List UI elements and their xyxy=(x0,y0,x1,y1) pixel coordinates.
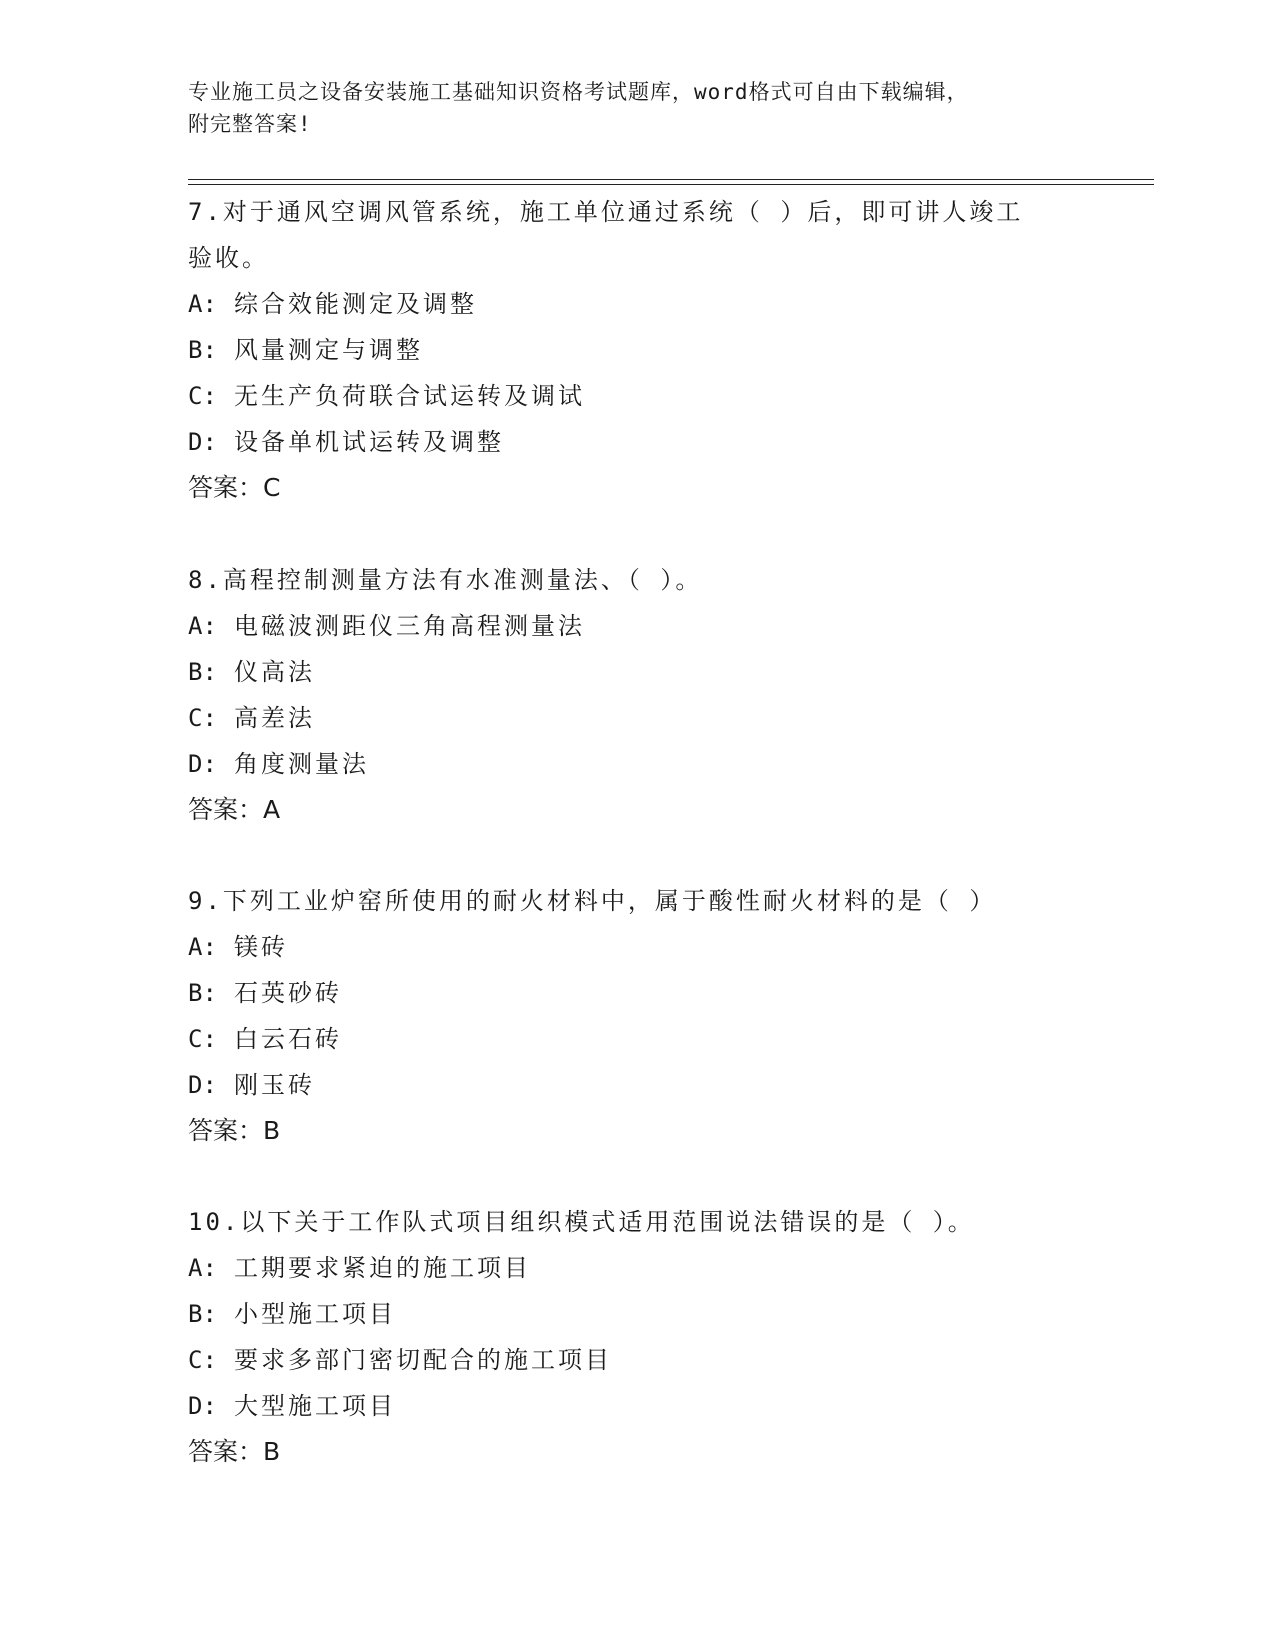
option-d xyxy=(188,741,1088,787)
header-divider-bottom xyxy=(188,184,1154,185)
header-divider-top xyxy=(188,179,1154,180)
header-line-1: 专业施工员之设备安装施工基础知识资格考试题库，word格式可自由下载编辑， xyxy=(188,80,969,104)
option-b xyxy=(188,970,1088,1016)
answer: 答案：B xyxy=(188,1437,281,1466)
option-letter: A: xyxy=(188,933,217,961)
option-d xyxy=(188,1062,1088,1108)
answer: 答案：B xyxy=(188,1116,281,1145)
header-line-2: 附完整答案! xyxy=(188,112,312,136)
option-text: 刚玉砖 xyxy=(234,1071,315,1099)
option-text: 石英砂砖 xyxy=(234,979,342,1007)
option-a xyxy=(188,281,1088,327)
option-text: 工期要求紧迫的施工项目 xyxy=(234,1254,531,1282)
option-letter: C: xyxy=(188,382,217,410)
option-text: 无生产负荷联合试运转及调试 xyxy=(234,382,585,410)
option-text: 综合效能测定及调整 xyxy=(234,290,477,318)
option-letter: A: xyxy=(188,290,217,318)
option-text: 白云石砖 xyxy=(234,1025,342,1053)
question-10 xyxy=(188,1199,1088,1475)
option-letter: D: xyxy=(188,1392,217,1420)
option-b xyxy=(188,1291,1088,1337)
answer: 答案：A xyxy=(188,795,281,824)
option-a xyxy=(188,1245,1088,1291)
option-text: 镁砖 xyxy=(234,933,288,961)
option-d xyxy=(188,1383,1088,1429)
answer: 答案：C xyxy=(188,473,281,502)
option-c xyxy=(188,1016,1088,1062)
question-stem: 10.以下关于工作队式项目组织模式适用范围说法错误的是（ ）。 xyxy=(188,1208,975,1236)
option-letter: B: xyxy=(188,336,217,364)
option-text: 小型施工项目 xyxy=(234,1300,396,1328)
option-b xyxy=(188,327,1088,373)
option-text: 角度测量法 xyxy=(234,750,369,778)
question-stem-continued: 验收。 xyxy=(188,244,269,272)
option-text: 设备单机试运转及调整 xyxy=(234,428,504,456)
option-letter: A: xyxy=(188,612,217,640)
question-8 xyxy=(188,557,1088,833)
option-letter: A: xyxy=(188,1254,217,1282)
option-text: 大型施工项目 xyxy=(234,1392,396,1420)
option-letter: B: xyxy=(188,658,217,686)
option-d xyxy=(188,419,1088,465)
option-text: 要求多部门密切配合的施工项目 xyxy=(234,1346,612,1374)
option-text: 风量测定与调整 xyxy=(234,336,423,364)
question-9 xyxy=(188,878,1088,1154)
option-a xyxy=(188,603,1088,649)
option-letter: B: xyxy=(188,1300,217,1328)
option-letter: C: xyxy=(188,1346,217,1374)
option-letter: C: xyxy=(188,1025,217,1053)
option-letter: D: xyxy=(188,1071,217,1099)
question-stem: 8.高程控制测量方法有水准测量法、（ ）。 xyxy=(188,566,703,594)
option-c xyxy=(188,373,1088,419)
question-stem: 7.对于通风空调风管系统，施工单位通过系统（ ）后，即可讲人竣工 xyxy=(188,198,1024,226)
option-a xyxy=(188,924,1088,970)
option-text: 仪高法 xyxy=(234,658,315,686)
question-7 xyxy=(188,189,1088,511)
option-c xyxy=(188,1337,1088,1383)
option-letter: D: xyxy=(188,750,217,778)
option-letter: B: xyxy=(188,979,217,1007)
document-header xyxy=(188,76,1068,140)
option-c xyxy=(188,695,1088,741)
option-letter: C: xyxy=(188,704,217,732)
option-letter: D: xyxy=(188,428,217,456)
question-stem: 9.下列工业炉窑所使用的耐火材料中，属于酸性耐火材料的是（ ） xyxy=(188,887,997,915)
option-text: 电磁波测距仪三角高程测量法 xyxy=(234,612,585,640)
option-b xyxy=(188,649,1088,695)
option-text: 高差法 xyxy=(234,704,315,732)
